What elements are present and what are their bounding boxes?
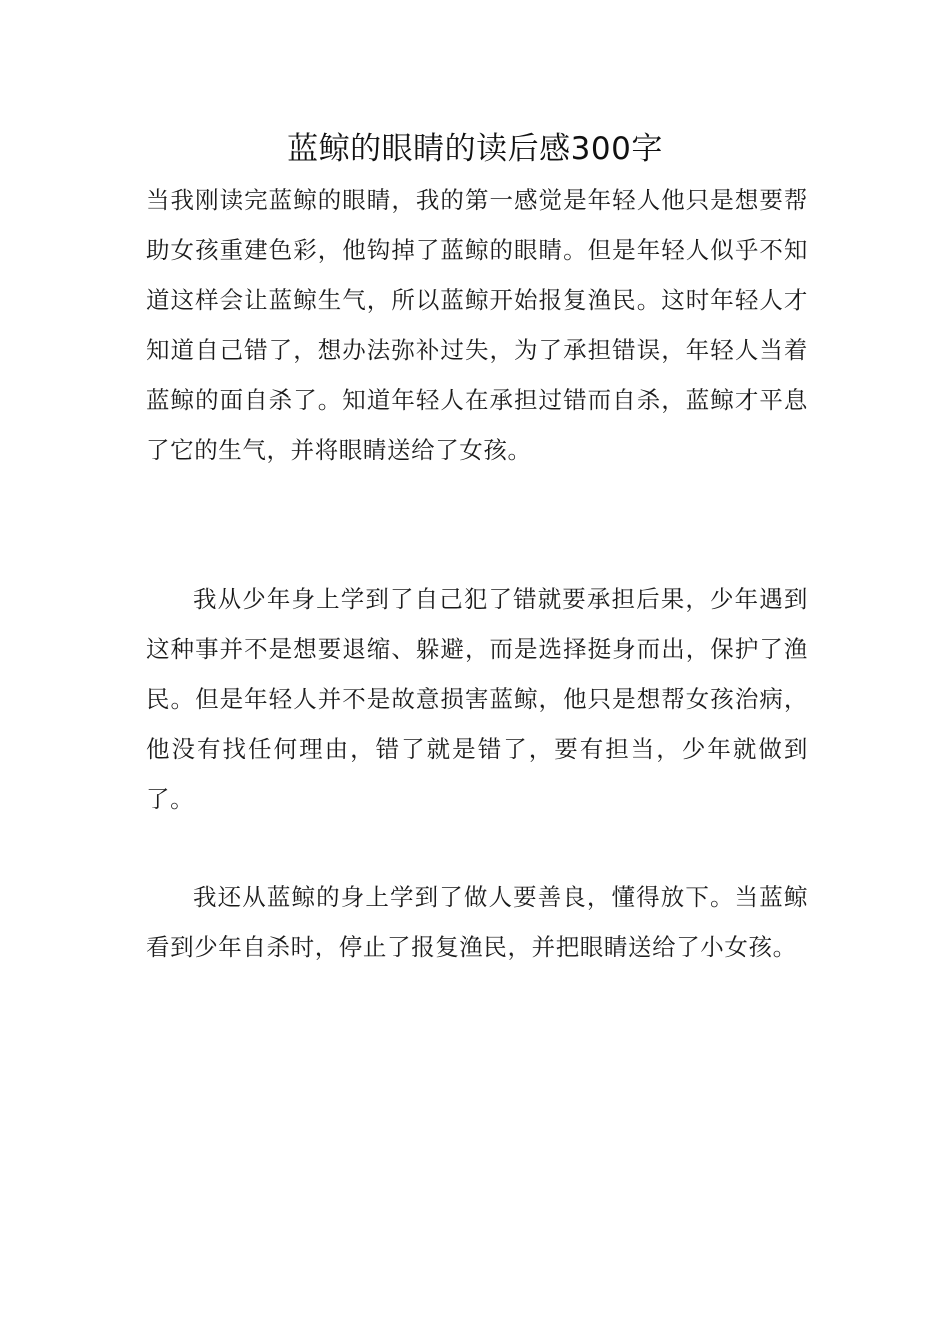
paragraph-3: 我还从蓝鲸的身上学到了做人要善良，懂得放下。当蓝鲸看到少年自杀时，停止了报复渔民，并把眼睛送给了小女孩。 xyxy=(146,883,808,961)
paragraph-2: 我从少年身上学到了自己犯了错就要承担后果，少年遇到这种事并不是想要退缩、躲避，而是选择挺身而出，保护了渔民。但是年轻人并不是故意损害蓝鲸，他只是想帮女孩治病，他没有找任何理由，错了就是错了，要有担当，少年就做到了。 xyxy=(146,585,808,813)
paragraph-1: 当我刚读完蓝鲸的眼睛，我的第一感觉是年轻人他只是想要帮助女孩重建色彩，他钩掉了蓝鲸的眼睛。但是年轻人似乎不知道这样会让蓝鲸生气，所以蓝鲸开始报复渔民。这时年轻人才知道自己错了，想办法弥补过失，为了承担错误，年轻人当着蓝鲸的面自杀了。知道年轻人在承担过错而自杀，蓝鲸才平息了它的生气，并将眼睛送给了女孩。 xyxy=(146,186,808,464)
document-title: 蓝鲸的眼睛的读后感300字 xyxy=(287,131,663,167)
